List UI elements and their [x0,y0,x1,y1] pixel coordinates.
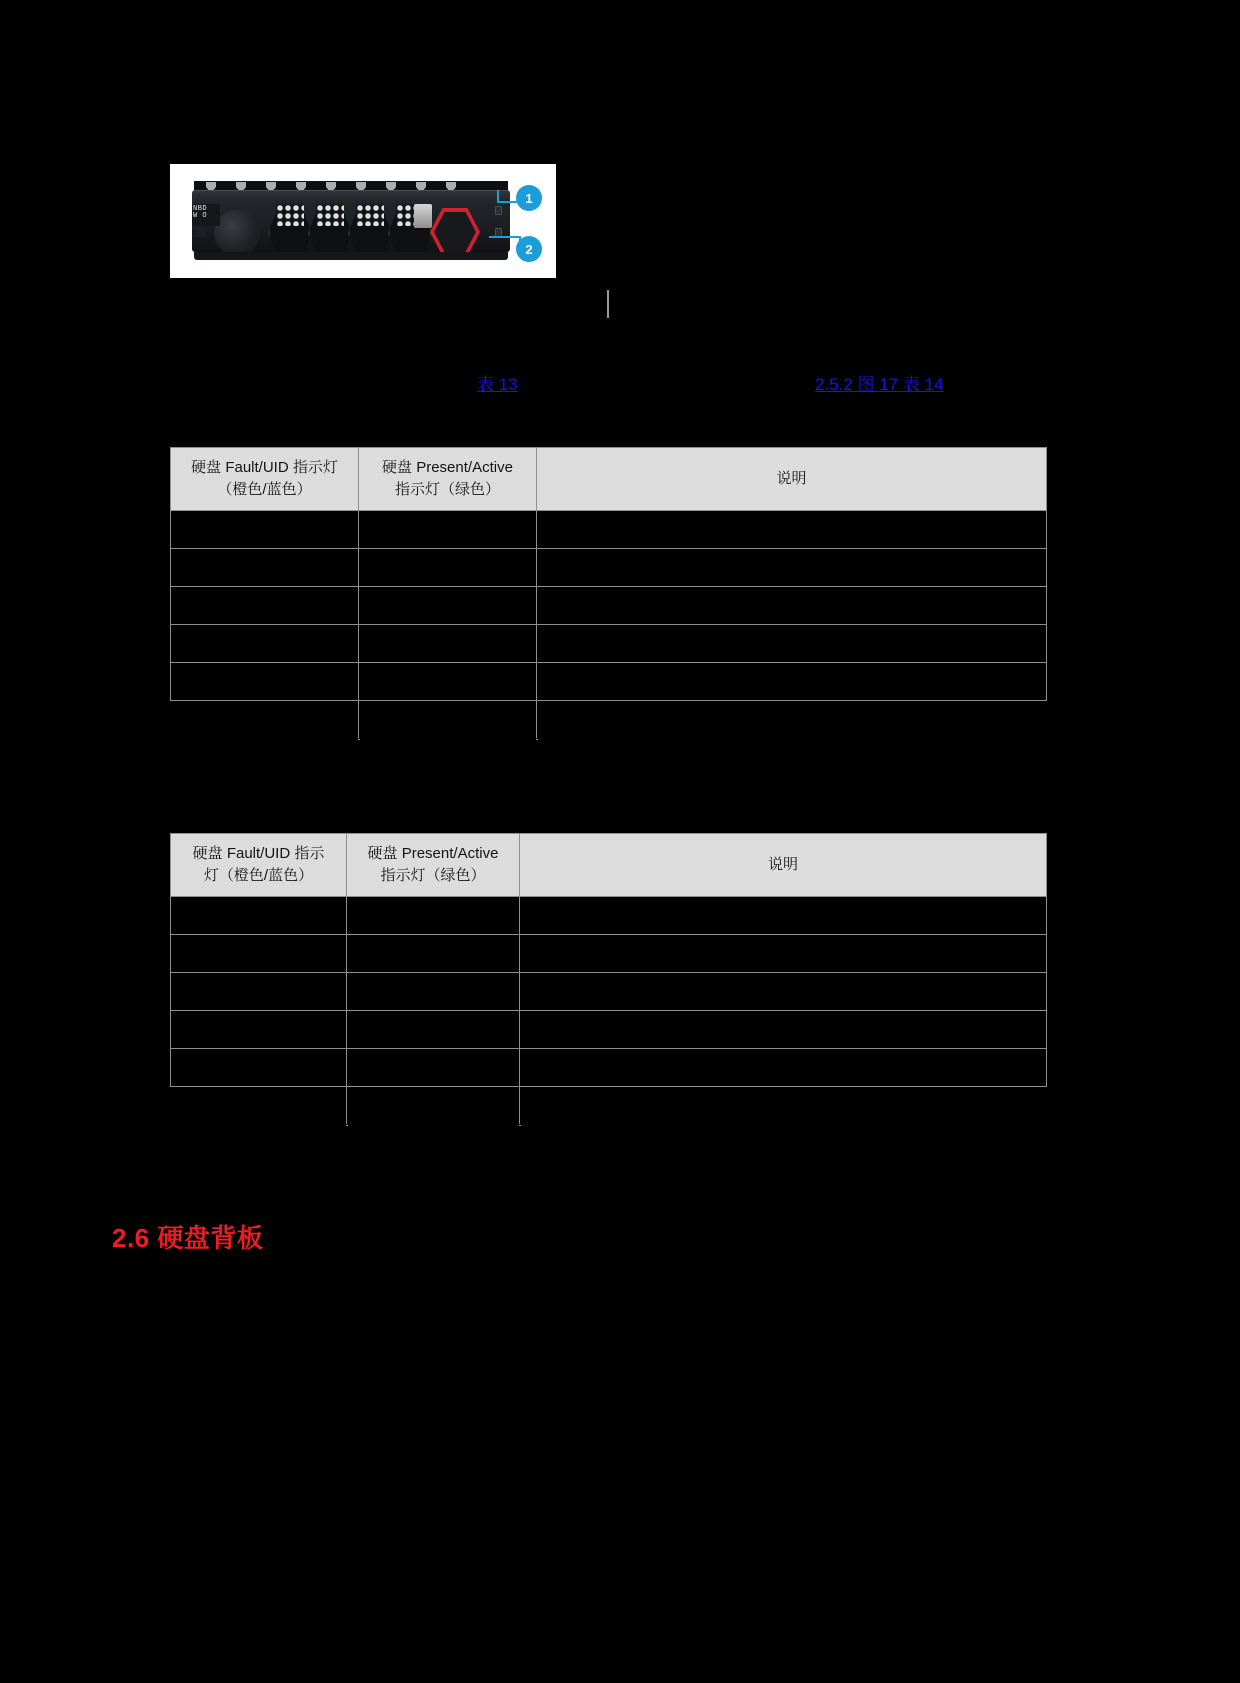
callout-2-leader [489,236,521,238]
table-row [171,896,1047,934]
cell-description [520,1048,1047,1086]
column-header-fault-uid-led [171,448,359,511]
cell-fault-uid [171,1086,347,1124]
cell-description [537,510,1047,548]
cell-present-active [347,1010,520,1048]
table-body [171,896,1047,1124]
tray-photo [180,178,510,264]
cell-fault-uid [171,1048,347,1086]
column-header-line-1: 硬盘 Present/Active [382,459,513,476]
column-header-line-2: （橙色/蓝色） [217,480,312,498]
cell-fault-uid [171,548,359,586]
table-row [171,972,1047,1010]
column-header-line-1: 硬盘 Present/Active [367,845,499,862]
cell-description [537,548,1047,586]
cell-description [520,972,1047,1010]
cell-fault-uid [171,1010,347,1048]
cell-description [537,700,1047,738]
cell-present-active [359,548,537,586]
cell-fault-uid [171,624,359,662]
column-header-description: 说明 [537,448,1047,511]
cell-present-active [359,586,537,624]
table-header-row [171,834,1047,897]
cell-present-active [347,1048,520,1086]
cell-fault-uid [171,972,347,1010]
tray-bottom-rail [194,252,508,260]
cell-description [520,896,1047,934]
table-row [171,510,1047,548]
column-header-line-1: 硬盘 Fault/UID 指示 [192,845,325,862]
table-row [171,586,1047,624]
cell-present-active [347,1086,520,1124]
column-header-line-2: 灯（橙色/蓝色） [203,866,314,884]
cell-present-active [347,896,520,934]
table-row [171,548,1047,586]
figure-hard-drive-tray [170,164,556,278]
table-body [171,510,1047,738]
table-row [171,1086,1047,1124]
column-header-fault-uid-led [171,834,347,897]
cell-present-active [359,662,537,700]
cell-description [537,586,1047,624]
hdd-led-status-table-1 [170,447,1047,739]
tray-latch-disc [214,210,260,256]
table-row [171,1010,1047,1048]
table-row [171,624,1047,662]
callout-badge-2: 2 [516,236,542,262]
column-header-present-active-led [359,448,537,511]
callout-badge-1: 1 [516,185,542,211]
tray-body [192,190,510,252]
column-header-line-2: 指示灯（绿色） [380,866,486,884]
table-row [171,934,1047,972]
cell-present-active [347,934,520,972]
cell-description [520,1086,1047,1124]
link-section-2-5-2-figure-17-table-14[interactable]: 2.5.2 图 17 表 14 [815,375,944,394]
hdd-led-status-table-2 [170,833,1047,1125]
change-bar [607,290,609,318]
cell-description [520,934,1047,972]
tray-chip-text-1: NBD [193,205,208,213]
table-row [171,662,1047,700]
cell-fault-uid [171,510,359,548]
cell-fault-uid [171,934,347,972]
table-header-row [171,448,1047,511]
cell-present-active [347,972,520,1010]
link-table-13[interactable]: 表 13 [477,375,518,394]
cell-description [537,662,1047,700]
tray-mesh-grid [356,204,384,226]
cell-present-active [359,510,537,548]
cell-fault-uid [171,586,359,624]
cell-description [537,624,1047,662]
cell-description [520,1010,1047,1048]
cell-fault-uid [171,700,359,738]
tray-mesh-grid [276,204,304,226]
tray-red-hex-highlight [430,208,480,256]
tray-chip-text-2: W O [193,212,208,220]
column-header-line-2: 指示灯（绿色） [394,480,500,498]
fault-uid-led-slot [495,206,502,215]
tray-mesh-grid [396,204,414,226]
column-header-line-1: 硬盘 Fault/UID 指示灯 [191,459,338,476]
section-heading-2-6: 2.6 硬盘背板 [112,1222,264,1253]
table-row [171,700,1047,738]
cell-present-active [359,624,537,662]
callout-1-leader-riser [497,190,499,203]
tray-mesh-grid [316,204,344,226]
table-row [171,1048,1047,1086]
column-header-present-active-led [347,834,520,897]
tray-label-chip [192,204,220,226]
tray-connector [414,204,432,228]
cell-fault-uid [171,896,347,934]
cell-present-active [359,700,537,738]
column-header-description: 说明 [520,834,1047,897]
cell-fault-uid [171,662,359,700]
